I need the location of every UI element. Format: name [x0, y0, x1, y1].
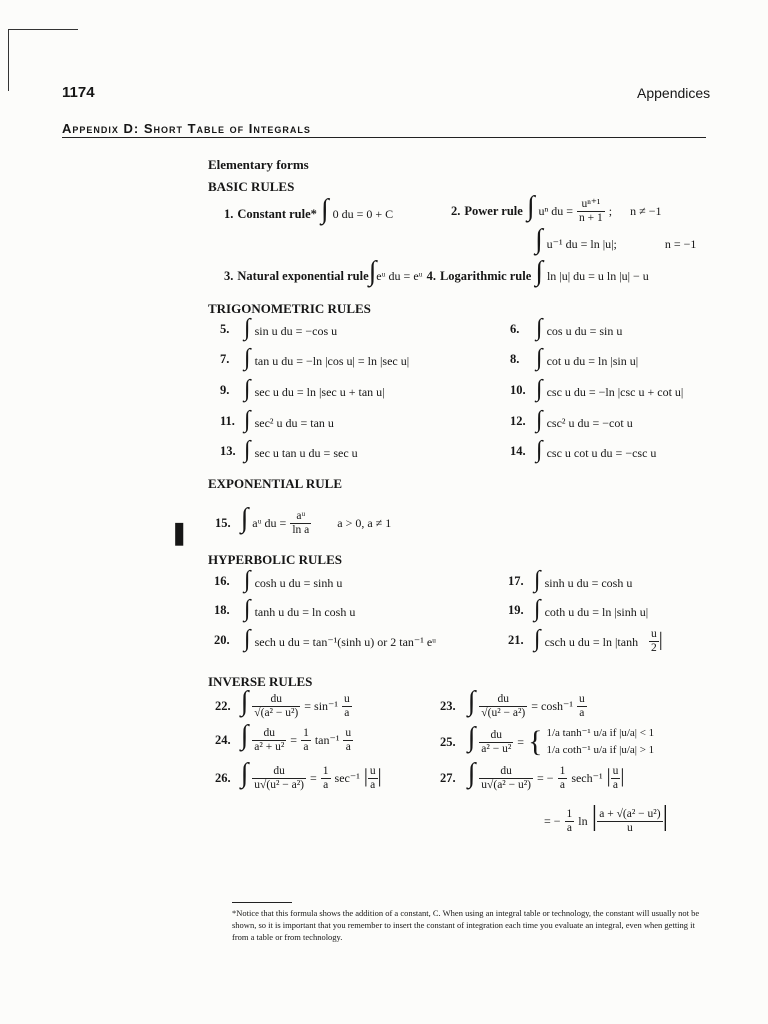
appendix-title: Appendix D: Short Table of Integrals	[62, 121, 311, 136]
footnote-rule	[232, 902, 292, 903]
inverse-rules-heading: INVERSE RULES	[208, 674, 313, 689]
formula: cot u du = ln |sin u|	[546, 354, 639, 368]
rule-name: Logarithmic rule	[439, 269, 532, 283]
rule-number: 21.	[508, 633, 524, 647]
rule-number: 6.	[510, 322, 520, 336]
rule-2	[451, 193, 661, 225]
formula: sinh u du = cosh u	[544, 576, 633, 590]
integral-sign: ∫	[244, 345, 251, 371]
crop-mark	[8, 29, 78, 30]
rule-number: 18.	[214, 603, 230, 617]
integral-formula	[536, 377, 683, 401]
formula: 0 du = 0 + C	[332, 207, 394, 221]
title-rule	[62, 137, 706, 138]
crop-mark	[8, 29, 9, 91]
formula: tan⁻¹	[314, 733, 340, 747]
integral-sign: ∫	[536, 376, 543, 402]
rule-number: 14.	[510, 444, 526, 458]
rule-number: 20.	[214, 633, 230, 647]
formula: csc u du = −ln |csc u + cot u|	[546, 385, 684, 399]
page-number: 1174	[62, 84, 95, 101]
rule-number: 25.	[440, 735, 456, 749]
integral-formula	[244, 377, 385, 401]
integral-sign: ∫	[467, 758, 476, 789]
running-head: Appendices	[637, 85, 711, 101]
integral-sign: ∫	[320, 194, 329, 225]
integral-sign: ∫	[467, 722, 476, 753]
formula: = cosh⁻¹	[531, 699, 573, 713]
integral-sign: ∫	[244, 626, 251, 652]
rule-22: 22. ∫ $\frac{du}{\text{√(a² − u²)}}$ = sin⁻¹ $\frac{u}{a}$	[215, 686, 350, 719]
integral-formula	[244, 316, 337, 340]
formula: sech⁻¹	[571, 771, 603, 785]
integral-formula	[244, 597, 355, 621]
rule-number: 9.	[220, 383, 230, 397]
integral-sign: ∫	[536, 315, 543, 341]
rule-number: 8.	[510, 352, 520, 366]
formula: ln	[578, 814, 588, 828]
integral-sign: ∫	[467, 686, 476, 717]
integral-sign: ∫	[536, 437, 543, 463]
rule-15	[215, 505, 391, 537]
basic-rules-heading: BASIC RULES	[208, 179, 295, 194]
condition: n = −1	[664, 237, 697, 251]
fraction: $\frac{u}{2}$	[651, 628, 657, 655]
integral-sign: ∫	[526, 191, 535, 222]
formula: coth u du = ln |sinh u|	[544, 605, 649, 619]
formula: cos u du = sin u	[546, 324, 623, 338]
trig-rules-heading: TRIGONOMETRIC RULES	[208, 301, 371, 316]
fraction: $\frac{\text{uⁿ⁺¹}}{n + 1}$	[579, 197, 603, 224]
integral-formula	[536, 316, 622, 340]
integral-sign: ∫	[535, 224, 543, 255]
rule-number: 22.	[215, 699, 231, 713]
integral-formula	[536, 438, 656, 462]
integral-sign: ∫	[244, 567, 251, 593]
formula: aᵘ du =	[252, 516, 287, 530]
rule-number: 27.	[440, 771, 456, 785]
formula: =	[310, 771, 317, 785]
footnote: *Notice that this formula shows the addition of a constant, C. When using an integral table or technology, the constant will usually not be shown, so it is important that you remember to insert the constant of integration each time you evaluate an integral, even when getting it from a table or from technology.	[232, 908, 700, 942]
integral-formula	[536, 346, 638, 370]
rule-number: 10.	[510, 383, 526, 397]
rule-2b	[535, 226, 696, 254]
integral-sign: ∫	[534, 626, 541, 652]
rule-name: Power rule	[464, 204, 523, 218]
integral-sign: ∫	[536, 345, 543, 371]
integral-formula	[244, 627, 436, 651]
integral-formula	[534, 627, 638, 651]
formula: csch u du = ln |tanh	[544, 635, 639, 649]
rule-number: 16.	[214, 574, 230, 588]
formula: sec u du = ln |sec u + tan u|	[254, 385, 385, 399]
formula: csc² u du = −cot u	[546, 416, 633, 430]
formula: cosh u du = sinh u	[254, 576, 343, 590]
integral-formula	[536, 408, 633, 432]
rule-number: 23.	[440, 699, 456, 713]
integral-formula	[244, 408, 334, 432]
rule-number: 4.	[426, 269, 436, 283]
integral-sign: ∫	[240, 503, 249, 534]
rule-number: 15.	[215, 516, 231, 530]
rule-23: 23. ∫ $\frac{du}{\text{√(u² − a²)}}$ = cosh⁻¹ $\frac{u}{a}$	[440, 686, 585, 719]
exp-rule-heading: EXPONENTIAL RULE	[208, 476, 342, 491]
formula: ln |u| du = u ln |u| − u	[546, 269, 649, 283]
formula: csc u cot u du = −csc u	[546, 446, 657, 460]
rule-number: 3.	[224, 269, 234, 283]
rule-number: 26.	[215, 771, 231, 785]
rule-27: 27. ∫ $\frac{du}{\text{u√(a² − u²)}}$ = − $\frac{1}{a}$ sech⁻¹ | $\frac{u}{a}$ |	[440, 758, 625, 791]
formula: sec⁻¹	[334, 771, 360, 785]
integral-formula	[244, 568, 342, 592]
rule-number: 19.	[508, 603, 524, 617]
rule-24: 24. ∫ $\frac{du}{\text{a² + u²}}$ = $\frac{1}{a}$ tan⁻¹ $\frac{u}{a}$	[215, 720, 352, 753]
integral-formula	[534, 597, 648, 621]
integral-sign: ∫	[244, 315, 251, 341]
elementary-forms-heading: Elementary forms	[208, 157, 309, 172]
integral-sign: ∫	[240, 758, 249, 789]
formula: 1/a tanh⁻¹ u/a if |u/a| < 1	[546, 727, 655, 740]
integral-sign: ∫	[244, 437, 251, 463]
formula: eᵘ du = eᵘ	[376, 269, 423, 283]
rule-25: 25. ∫ $\frac{du}{\text{a² − u²}}$ = { 1/a tanh⁻¹ u/a if |u/a| < 1 1/a coth⁻¹ u/a if |u/a| > 1	[440, 722, 655, 759]
integral-formula	[244, 438, 358, 462]
brace: {	[528, 725, 543, 759]
condition: ; n ≠ −1	[608, 204, 662, 218]
rule-number: 1.	[224, 207, 234, 221]
rule-number: 5.	[220, 322, 230, 336]
integral-sign: ∫	[535, 256, 543, 287]
rule-number: 7.	[220, 352, 230, 366]
formula: =	[290, 733, 298, 747]
formula: 1/a coth⁻¹ u/a if |u/a| > 1	[546, 744, 655, 757]
formula: = −	[544, 814, 561, 828]
formula: sec² u du = tan u	[254, 416, 334, 430]
integral-sign: ∫	[240, 720, 249, 751]
integral-sign: ∫	[244, 407, 251, 433]
integral-sign: ∫	[240, 686, 249, 717]
formula: = sin⁻¹	[304, 699, 338, 713]
formula: tan u du = −ln |cos u| = ln |sec u|	[254, 354, 410, 368]
rule-number: 13.	[220, 444, 236, 458]
fraction: $\frac{\text{aᵘ}}{\text{ln a}}$	[292, 509, 310, 536]
rule-number: 17.	[508, 574, 524, 588]
rule-number: 24.	[215, 733, 231, 747]
formula: uⁿ du =	[538, 204, 574, 218]
formula: sech u du = tan⁻¹(sinh u) or 2 tan⁻¹ eᵘ	[254, 635, 437, 649]
rule-number: 11.	[220, 414, 235, 428]
integral-sign: ∫	[534, 567, 541, 593]
integral-formula	[534, 568, 632, 592]
rule-number: 2.	[451, 204, 461, 218]
integral-sign: ∫	[534, 596, 541, 622]
rule-1	[224, 196, 393, 224]
integral-sign: ∫	[368, 256, 377, 287]
formula: sec u tan u du = sec u	[254, 446, 358, 460]
integral-sign: ∫	[536, 407, 543, 433]
rule-name: Natural exponential rule	[237, 269, 369, 283]
rule-number: 12.	[510, 414, 526, 428]
rule-name: Constant rule*	[237, 207, 317, 221]
formula: tanh u du = ln cosh u	[254, 605, 356, 619]
integral-sign: ∫	[244, 596, 251, 622]
formula: sin u du = −cos u	[254, 324, 338, 338]
rule-21-tail: $\frac{u}{2}$ |	[651, 628, 663, 655]
integral-formula	[244, 346, 409, 370]
rule-3-4	[224, 258, 649, 286]
hyp-rules-heading: HYPERBOLIC RULES	[208, 552, 342, 567]
formula: = −	[537, 771, 554, 785]
formula: u⁻¹ du = ln |u|;	[546, 237, 617, 251]
scan-speck: ❚	[170, 520, 189, 545]
condition: a > 0, a ≠ 1	[337, 516, 392, 530]
rule-27-line2: = − $\frac{1}{a}$ ln | $\frac{\text{a + √(a² − u²)}}{u}$ |	[544, 801, 669, 834]
integral-sign: ∫	[244, 376, 251, 402]
rule-26: 26. ∫ $\frac{du}{\text{u√(u² − a²)}}$ = $\frac{1}{a}$ sec⁻¹ | $\frac{u}{a}$ |	[215, 758, 382, 791]
